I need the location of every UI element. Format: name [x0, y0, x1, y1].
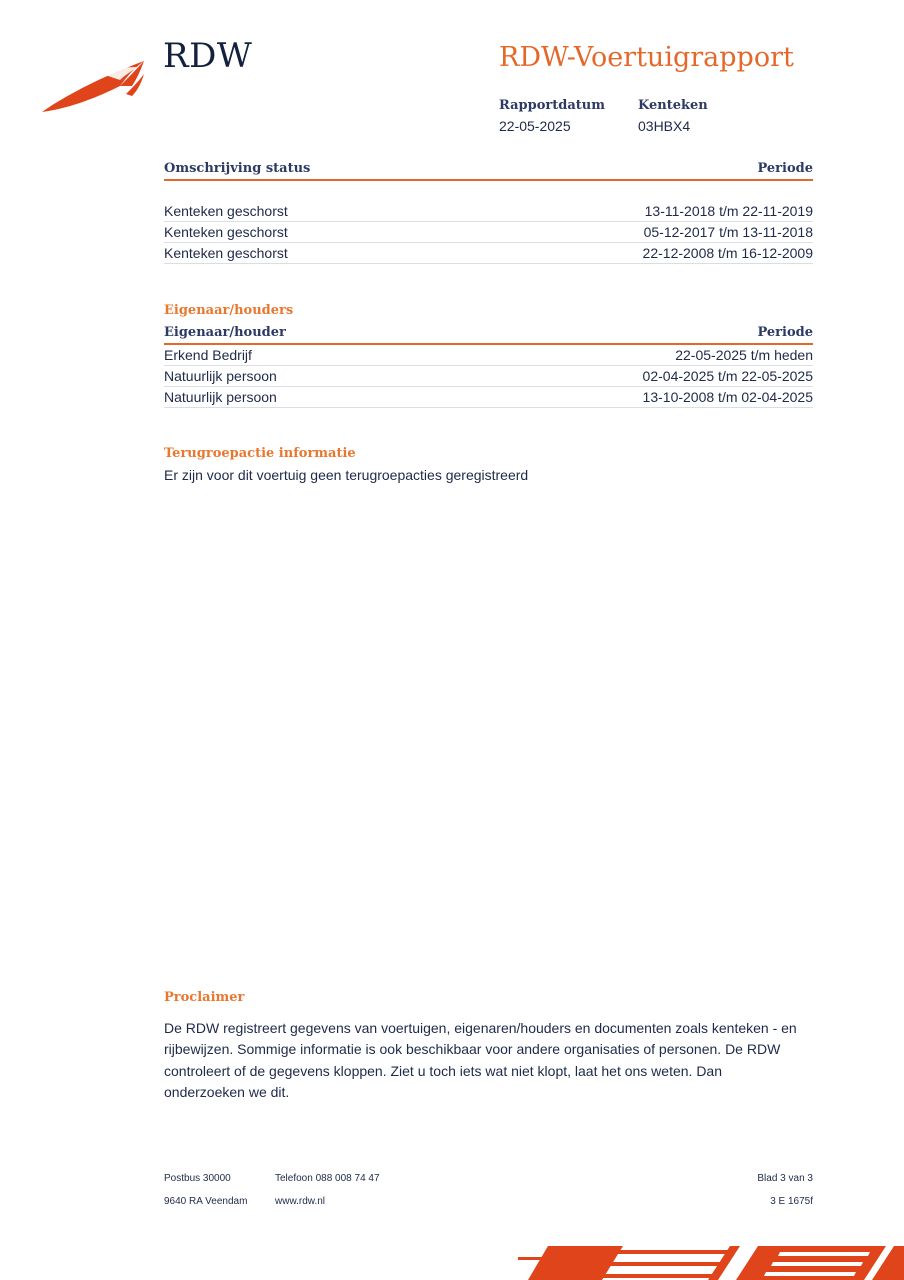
col-period: Periode: [757, 161, 813, 176]
footer-postbus: Postbus 30000: [164, 1173, 231, 1184]
plate-value: 03HBX4: [638, 118, 691, 134]
table-row: [164, 222, 813, 243]
status-period: 22-12-2008 t/m 16-12-2009: [642, 245, 813, 261]
owner-period: 22-05-2025 t/m heden: [675, 347, 813, 363]
owner-type: Natuurlijk persoon: [164, 389, 277, 405]
report-date-value: 22-05-2025: [499, 118, 571, 134]
footer-phone: Telefoon 088 008 74 47: [275, 1173, 380, 1184]
recall-section-title: Terugroepactie informatie: [164, 446, 356, 461]
owner-type: Natuurlijk persoon: [164, 368, 277, 384]
footer-website[interactable]: www.rdw.nl: [275, 1196, 326, 1207]
owner-period: 02-04-2025 t/m 22-05-2025: [642, 368, 813, 384]
logo-text: RDW: [163, 36, 253, 76]
plate-label: Kenteken: [638, 98, 708, 113]
owner-type: Erkend Bedrijf: [164, 347, 252, 363]
document-title: RDW-Voertuigrapport: [499, 42, 794, 73]
table-row: [164, 387, 813, 408]
proclaimer-text: De RDW registreert gegevens van voertuigen, eigenaren/houders en documenten zoals kenteken - en rijbewijzen. Sommige informatie is ook beschikbaar voor andere organisaties of personen. De RDW controleert of de gegevens kloppen. Ziet u toch iets wat niet klopt, laat het ons weten. Dan onderzoeken we dit.: [164, 1020, 797, 1100]
status-period: 13-11-2018 t/m 22-11-2019: [644, 203, 813, 219]
table-row: [164, 243, 813, 264]
status-description: Kenteken geschorst: [164, 245, 288, 261]
rdw-logo-icon: [40, 58, 150, 116]
report-date-label: Rapportdatum: [499, 98, 605, 113]
recall-text: Er zijn voor dit voertuig geen terugroepacties geregistreerd: [164, 467, 529, 483]
status-description: Kenteken geschorst: [164, 224, 288, 240]
status-description: Kenteken geschorst: [164, 203, 288, 219]
proclaimer-section-title: Proclaimer: [164, 990, 245, 1005]
table-row: [164, 366, 813, 387]
footer-postcode: 9640 RA Veendam: [164, 1196, 248, 1207]
table-row: [164, 201, 813, 222]
status-table-header: [164, 159, 813, 181]
col-description: Omschrijving status: [164, 161, 311, 176]
owners-table: [164, 323, 813, 408]
col-period: Periode: [757, 325, 813, 340]
decorative-stripes-icon: [518, 1244, 904, 1280]
owners-table-header: [164, 323, 813, 345]
status-period: 05-12-2017 t/m 13-11-2018: [643, 224, 813, 240]
footer-page-number: Blad 3 van 3: [757, 1173, 813, 1184]
table-row: [164, 345, 813, 366]
footer-code: 3 E 1675f: [770, 1196, 813, 1207]
owners-section-title: Eigenaar/houders: [164, 303, 294, 318]
status-table: [164, 159, 813, 264]
col-owner: Eigenaar/houder: [164, 325, 286, 340]
owner-period: 13-10-2008 t/m 02-04-2025: [642, 389, 813, 405]
